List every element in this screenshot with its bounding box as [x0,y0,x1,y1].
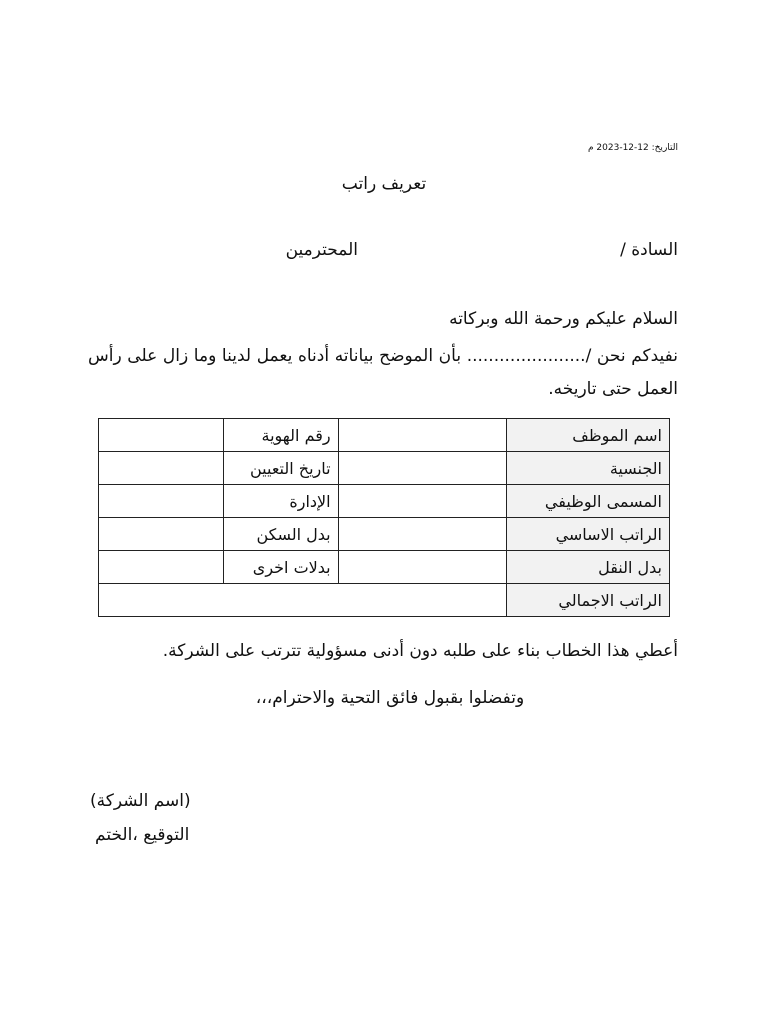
housing-allowance-label: بدل السكن [223,518,338,551]
employee-name-label: اسم الموظف [507,419,670,452]
total-salary-label: الراتب الاجمالي [507,584,670,617]
salary-table [98,418,670,617]
hire-date-value [99,452,224,485]
transport-allowance-value [338,551,507,584]
signature-stamp: التوقيع ،الختم [95,825,190,845]
addressee-sirs: السادة / [620,240,678,260]
job-title-value [338,485,507,518]
total-salary-value [99,584,507,617]
id-number-value [99,419,224,452]
job-title-label: المسمى الوظيفي [507,485,670,518]
employee-name-value [338,419,507,452]
transport-allowance-label: بدل النقل [507,551,670,584]
table-row [99,452,670,485]
hire-date-label: تاريخ التعيين [223,452,338,485]
document-title [0,174,768,194]
intro-paragraph: نفيدكم نحن /...................... بأن الموضح بياناته أدناه يعمل لدينا وما زال على رأس العمل حتى تاريخه. [88,346,678,399]
company-name: (اسم الشركة) [90,791,191,811]
department-label: الإدارة [223,485,338,518]
document-title-text: تعريف راتب [341,174,427,194]
regards-text: وتفضلوا بقبول فائق التحية والاحترام،،، [255,688,525,708]
table-row [99,419,670,452]
addressee-respected: المحترمين [285,240,358,260]
department-value [99,485,224,518]
basic-salary-value [338,518,507,551]
other-allowances-label: بدلات اخرى [223,551,338,584]
basic-salary-label: الراتب الاساسي [507,518,670,551]
table-row [99,551,670,584]
other-allowances-value [99,551,224,584]
table-row [99,518,670,551]
table-row [99,584,670,617]
greeting: السلام عليكم ورحمة الله وبركاته [449,309,678,329]
table-row [99,485,670,518]
nationality-label: الجنسية [507,452,670,485]
date-line: التاريخ: 12-12-2023 م [587,143,678,153]
nationality-value [338,452,507,485]
regards-line [0,688,768,708]
id-number-label: رقم الهوية [223,419,338,452]
closing-note: أعطي هذا الخطاب بناء على طلبه دون أدنى مسؤولية تترتب على الشركة. [162,641,678,661]
housing-allowance-value [99,518,224,551]
